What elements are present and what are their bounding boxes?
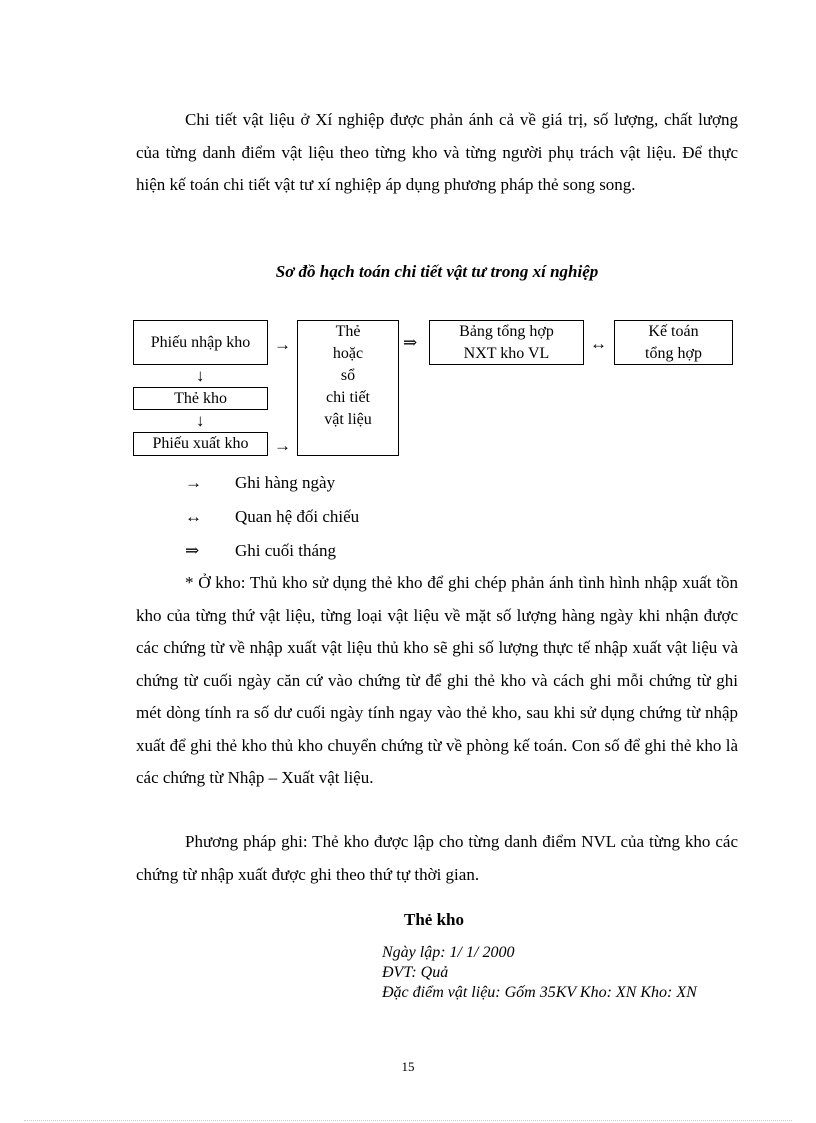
legend-label: Ghi cuối tháng [235, 541, 337, 560]
arrow-down-icon: ↓ [196, 366, 205, 385]
arrow-both-icon: ↔ [185, 507, 202, 526]
paragraph-o-kho [136, 567, 738, 795]
box-line: vật liệu [324, 411, 372, 428]
double-arrow-right-icon: ⇒ [403, 333, 418, 352]
box-phieu-xuat-kho: Phiếu xuất kho [133, 432, 268, 456]
box-line: tổng hợp [645, 345, 702, 362]
arrow-right-icon: → [274, 436, 291, 455]
legend-label: Quan hệ đối chiếu [235, 507, 360, 526]
box-line: sổ [340, 367, 356, 384]
box-ke-toan-tong-hop [614, 320, 733, 365]
card-material-line: Đặc điểm vật liệu: Gốm 35KV Kho: XN Kho: XN [382, 984, 697, 1001]
paragraph-o-kho-text: * Ở kho: Thủ kho sử dụng thẻ kho để ghi chép phản ánh tình hình nhập xuất tồn kho của từng thứ vật liệu, từng loại vật liệu về mặt số lượng hàng ngày khi nhận được các chứng từ về nhập xuất vật liệu thủ kho sẽ ghi số lượng thực tế nhập xuất vật liệu và chứng từ cuối ngày căn cứ vào chứng từ để ghi thẻ kho và cách ghi mỗi chứng từ ghi mét dòng tính ra số dư cuối ngày tính ngay vào thẻ kho, sau khi sử dụng chứng từ nhập xuất để ghi thẻ kho thủ kho chuyển chứng từ về phòng kế toán. Con số để ghi thẻ kho là các chứng từ Nhập – Xuất vật liệu. [136, 573, 738, 787]
paragraph-intro [136, 104, 738, 202]
box-line: Thẻ [335, 323, 361, 340]
diagram-title: Sơ đồ hạch toán chi tiết vật tư trong xí nghiệp [275, 262, 599, 281]
box-line: hoặc [332, 345, 364, 362]
box-line: Bảng tổng hợp [459, 323, 554, 340]
box-line: Kế toán [648, 323, 699, 340]
arrow-right-icon: → [274, 335, 291, 354]
page-number: 15 [401, 1059, 415, 1074]
box-line: chi tiết [326, 389, 370, 406]
legend-item [185, 506, 359, 528]
card-unit-line: ĐVT: Quả [382, 964, 449, 981]
box-line: NXT kho VL [463, 345, 550, 362]
legend-item [185, 540, 336, 562]
box-the-hoac-so-chi-tiet [297, 320, 399, 456]
card-date-line: Ngày lập: 1/ 1/ 2000 [382, 944, 515, 961]
footer-divider [24, 1120, 792, 1121]
legend-item [185, 472, 335, 494]
arrow-right-icon: → [185, 473, 202, 492]
box-the-kho: Thẻ kho [133, 387, 268, 410]
card-title: Thẻ kho [404, 910, 464, 929]
legend-label: Ghi hàng ngày [235, 473, 336, 492]
arrow-both-icon: ↔ [590, 334, 607, 353]
paragraph-phuong-phap-ghi [136, 826, 738, 891]
arrow-down-icon: ↓ [196, 411, 205, 430]
box-phieu-nhap-kho: Phiếu nhập kho [133, 320, 268, 365]
double-arrow-right-icon: ⇒ [185, 541, 200, 560]
paragraph-phuong-phap-ghi-text: Phương pháp ghi: Thẻ kho được lập cho từng danh điểm NVL của từng kho các chứng từ nhập xuất được ghi theo thứ tự thời gian. [136, 832, 738, 884]
box-bang-tong-hop [429, 320, 584, 365]
paragraph-intro-text: Chi tiết vật liệu ở Xí nghiệp được phản ánh cả về giá trị, số lượng, chất lượng của từng danh điểm vật liệu theo từng kho và từng người phụ trách vật liệu. Để thực hiện kế toán chi tiết vật tư xí nghiệp áp dụng phương pháp thẻ song song. [136, 110, 738, 194]
